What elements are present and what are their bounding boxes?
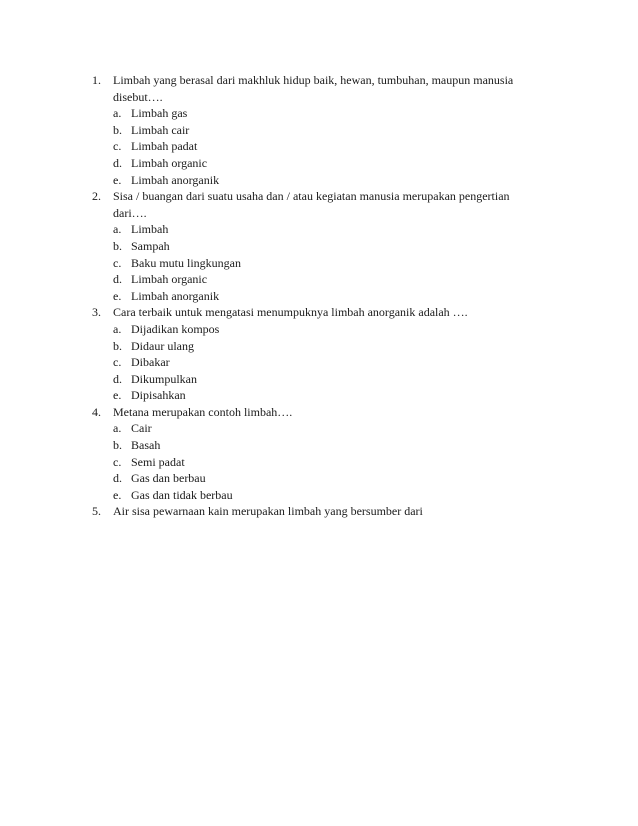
answer-option bbox=[113, 271, 537, 288]
question-text: Metana merupakan contoh limbah…. bbox=[113, 404, 293, 419]
question-item bbox=[92, 503, 537, 520]
question-item bbox=[92, 72, 537, 188]
answer-option bbox=[113, 371, 537, 388]
option-text: Limbah anorganik bbox=[131, 172, 220, 187]
option-letter: b. bbox=[113, 438, 122, 453]
question-line bbox=[92, 404, 537, 421]
option-letter: a. bbox=[113, 106, 122, 121]
question-line bbox=[92, 503, 537, 520]
question-number: 2. bbox=[92, 189, 101, 204]
option-letter: a. bbox=[113, 321, 122, 336]
answer-option bbox=[113, 122, 537, 139]
question-number: 5. bbox=[92, 504, 101, 519]
option-letter: e. bbox=[113, 172, 122, 187]
question-text: Cara terbaik untuk mengatasi menumpuknya limbah anorganik adalah …. bbox=[113, 305, 468, 320]
option-letter: c. bbox=[113, 355, 122, 370]
option-text: Limbah padat bbox=[131, 139, 198, 154]
option-text: Didaur ulang bbox=[131, 338, 194, 353]
answer-option bbox=[113, 155, 537, 172]
answer-options bbox=[92, 420, 537, 503]
answer-option bbox=[113, 105, 537, 122]
answer-option bbox=[113, 487, 537, 504]
answer-option bbox=[113, 255, 537, 272]
answer-option bbox=[113, 354, 537, 371]
answer-option bbox=[113, 172, 537, 189]
answer-options bbox=[92, 105, 537, 188]
option-letter: b. bbox=[113, 122, 122, 137]
question-number: 4. bbox=[92, 404, 101, 419]
question-text-continued: dari…. bbox=[113, 205, 147, 220]
option-text: Dipisahkan bbox=[131, 388, 186, 403]
answer-option bbox=[113, 387, 537, 404]
answer-option bbox=[113, 470, 537, 487]
option-text: Limbah cair bbox=[131, 122, 190, 137]
option-text: Dikumpulkan bbox=[131, 371, 197, 386]
option-text: Dibakar bbox=[131, 355, 170, 370]
option-text: Limbah organic bbox=[131, 155, 208, 170]
option-letter: a. bbox=[113, 222, 122, 237]
option-letter: c. bbox=[113, 454, 122, 469]
question-item bbox=[92, 188, 537, 304]
option-text: Dijadikan kompos bbox=[131, 321, 220, 336]
answer-option bbox=[113, 420, 537, 437]
option-letter: e. bbox=[113, 288, 122, 303]
question-text: Sisa / buangan dari suatu usaha dan / atau kegiatan manusia merupakan pengertian bbox=[113, 189, 510, 204]
option-text: Gas dan tidak berbau bbox=[131, 487, 233, 502]
option-text: Limbah gas bbox=[131, 106, 188, 121]
question-item bbox=[92, 404, 537, 504]
answer-option bbox=[113, 138, 537, 155]
option-text: Baku mutu lingkungan bbox=[131, 255, 241, 270]
answer-option bbox=[113, 338, 537, 355]
question-line bbox=[92, 304, 537, 321]
option-text: Semi padat bbox=[131, 454, 185, 469]
option-letter: b. bbox=[113, 338, 122, 353]
question-number: 3. bbox=[92, 305, 101, 320]
option-letter: b. bbox=[113, 238, 122, 253]
option-letter: d. bbox=[113, 471, 122, 486]
answer-option bbox=[113, 321, 537, 338]
answer-option bbox=[113, 288, 537, 305]
question-item bbox=[92, 304, 537, 404]
answer-options bbox=[92, 321, 537, 404]
option-letter: c. bbox=[113, 255, 122, 270]
option-text: Sampah bbox=[131, 238, 170, 253]
option-text: Limbah organic bbox=[131, 272, 208, 287]
question-text: Limbah yang berasal dari makhluk hidup baik, hewan, tumbuhan, maupun manusia bbox=[113, 73, 514, 87]
option-text: Basah bbox=[131, 438, 161, 453]
answer-options bbox=[92, 221, 537, 304]
option-text: Cair bbox=[131, 421, 152, 436]
option-text: Gas dan berbau bbox=[131, 471, 206, 486]
option-text: Limbah anorganik bbox=[131, 288, 220, 303]
answer-option bbox=[113, 437, 537, 454]
question-line bbox=[92, 72, 537, 89]
answer-option bbox=[113, 454, 537, 471]
answer-option bbox=[113, 221, 537, 238]
option-letter: d. bbox=[113, 272, 122, 287]
question-number: 1. bbox=[92, 73, 101, 87]
option-letter: e. bbox=[113, 388, 122, 403]
option-letter: a. bbox=[113, 421, 122, 436]
option-text: Limbah bbox=[131, 222, 169, 237]
option-letter: d. bbox=[113, 155, 122, 170]
question-list bbox=[92, 72, 537, 520]
question-text: Air sisa pewarnaan kain merupakan limbah yang bersumber dari bbox=[113, 504, 423, 519]
answer-option bbox=[113, 238, 537, 255]
question-line bbox=[92, 188, 537, 205]
option-letter: c. bbox=[113, 139, 122, 154]
option-letter: d. bbox=[113, 371, 122, 386]
question-text-continued: disebut…. bbox=[113, 89, 163, 104]
option-letter: e. bbox=[113, 487, 122, 502]
